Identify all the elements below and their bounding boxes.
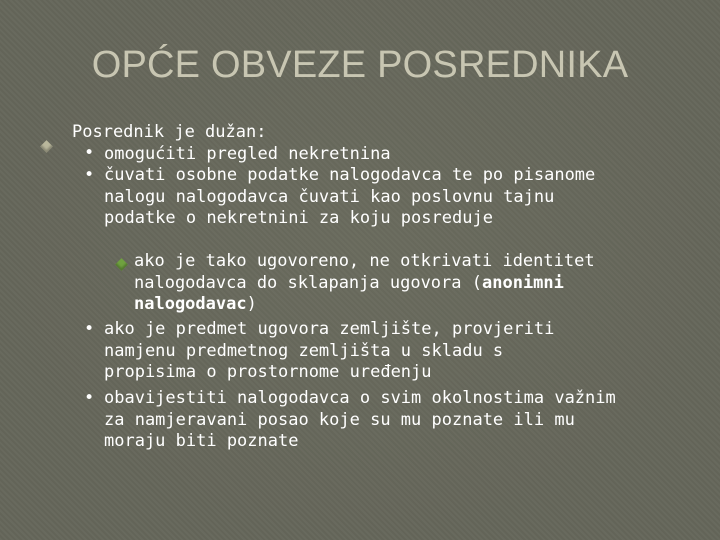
emphasis-text: anonimni [482,272,564,293]
sub-item-continuation: nalogodavca do sklapanja ugovora (anonimni [134,272,564,293]
list-item: obavijestiti nalogodavca o svim okolnostima važnim [104,388,616,408]
bullet-icon: • [84,319,95,339]
sub-item: ako je tako ugovoreno, ne otkrivati identitet [134,251,595,271]
sub-item-continuation: nalogodavac) [134,294,257,314]
list-item-continuation: za namjeravani posao koje su mu poznate ili mu [104,409,575,430]
intro-text: Posrednik je dužan: [72,122,267,142]
diamond-bullet-icon [40,140,53,153]
list-item-continuation: propisima o prostornome uređenju [104,362,432,382]
bullet-icon: • [84,143,95,163]
list-item-continuation: namjenu predmetnog zemljišta u skladu s [104,340,504,361]
list-item-continuation: moraju biti poznate [104,431,299,451]
slide-body [0,122,720,522]
list-item: čuvati osobne podatke nalogodavca te po pisanome [104,165,596,185]
list-item: omogućiti pregled nekretnina [104,143,391,164]
slide-title: OPĆE OBVEZE POSREDNIKA [91,44,629,86]
green-diamond-bullet-icon [115,258,128,271]
bullet-icon: • [84,165,95,185]
emphasis-text: nalogodavac [134,294,247,314]
bullet-icon: • [84,388,95,408]
list-item-continuation: nalogu nalogodavca čuvati kao poslovnu tajnu [104,186,555,207]
list-item-continuation: podatke o nekretnini za koju posreduje [104,208,493,228]
list-item: ako je predmet ugovora zemljište, provjeriti [104,319,555,339]
